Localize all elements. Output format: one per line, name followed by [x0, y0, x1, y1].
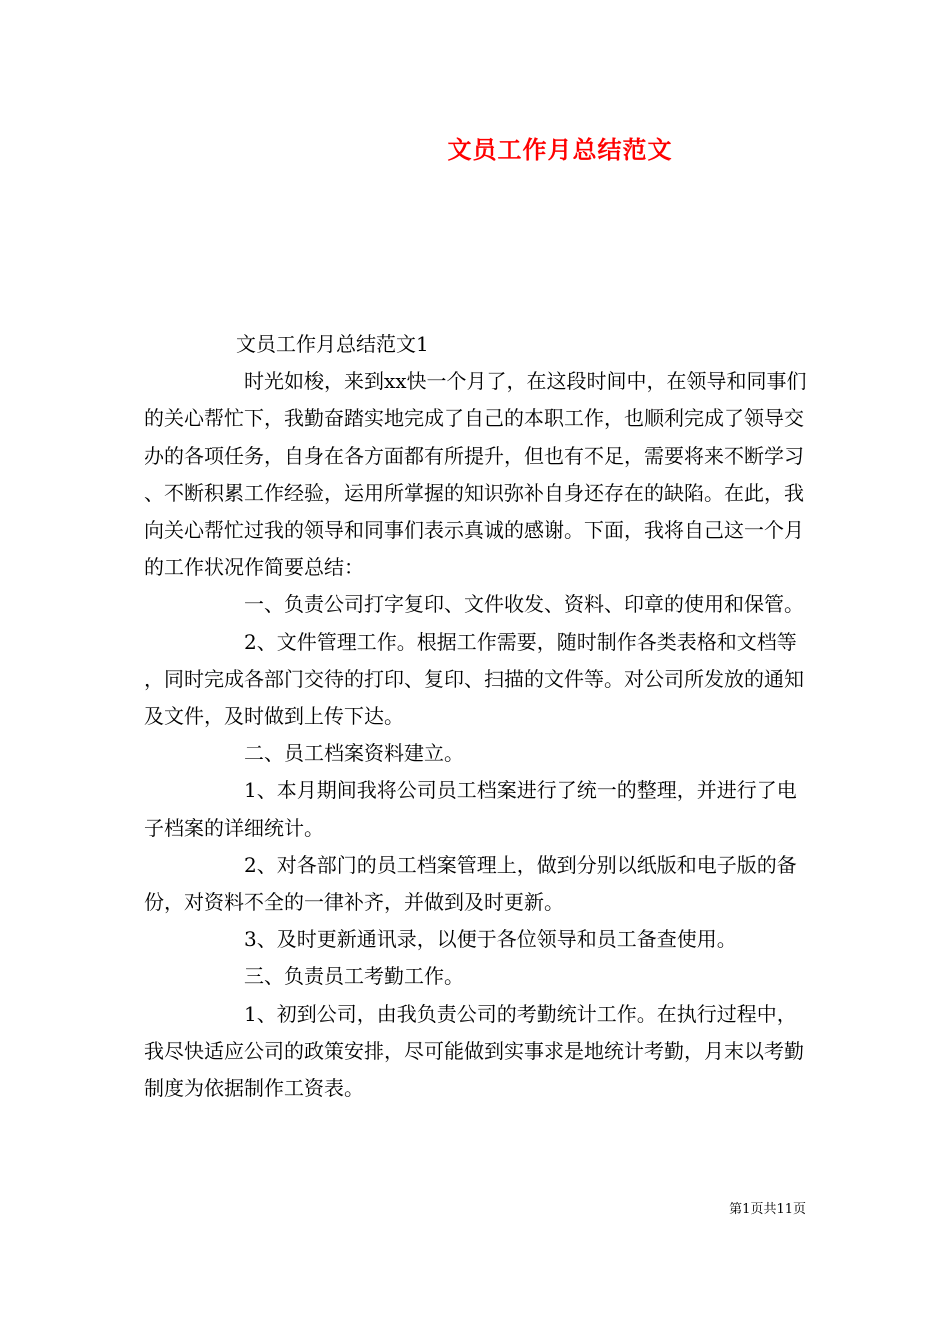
paragraph-item: 2、文件管理工作。根据工作需要，随时制作各类表格和文档等，同时完成各部门交待的打印、复印、扫描的文件等。对公司所发放的通知及文件，及时做到上传下达。	[144, 629, 804, 729]
paragraph-item: 1、初到公司，由我负责公司的考勤统计工作。在执行过程中，我尽快适应公司的政策安排，尽可能做到实事求是地统计考勤，月末以考勤制度为依据制作工资表。	[144, 1001, 804, 1101]
paragraph-item: 3、及时更新通讯录，以便于各位领导和员工备查使用。	[244, 927, 737, 952]
paragraph-intro: 时光如梭，来到xx快一个月了，在这段时间中，在领导和同事们的关心帮忙下，我勤奋踏实地完成了自己的本职工作，也顺利完成了领导交办的各项任务，自身在各方面都有所提升，但也有不足，需要将来不断学习、不断积累工作经验，运用所掌握的知识弥补自身还存在的缺陷。在此，我向关心帮忙过我的领导和同事们表示真诚的感谢。下面，我将自己这一个月的工作状况作简要总结：	[144, 369, 807, 580]
document-subheading: 文员工作月总结范文1	[236, 332, 429, 356]
paragraph-section-heading: 三、负责员工考勤工作。	[244, 964, 464, 989]
paragraph-item: 1、本月期间我将公司员工档案进行了统一的整理，并进行了电子档案的详细统计。	[144, 778, 797, 840]
paragraph-item: 一、负责公司打字复印、文件收发、资料、印章的使用和保管。	[244, 592, 804, 617]
paragraph-item: 2、对各部门的员工档案管理上，做到分别以纸版和电子版的备份，对资料不全的一律补齐，并做到及时更新。	[144, 852, 797, 915]
document-body	[144, 326, 808, 1107]
paragraph-section-heading: 二、员工档案资料建立。	[244, 741, 464, 766]
document-title: 文员工作月总结范文	[447, 135, 673, 164]
page-number: 第1页共11页	[729, 1202, 806, 1217]
